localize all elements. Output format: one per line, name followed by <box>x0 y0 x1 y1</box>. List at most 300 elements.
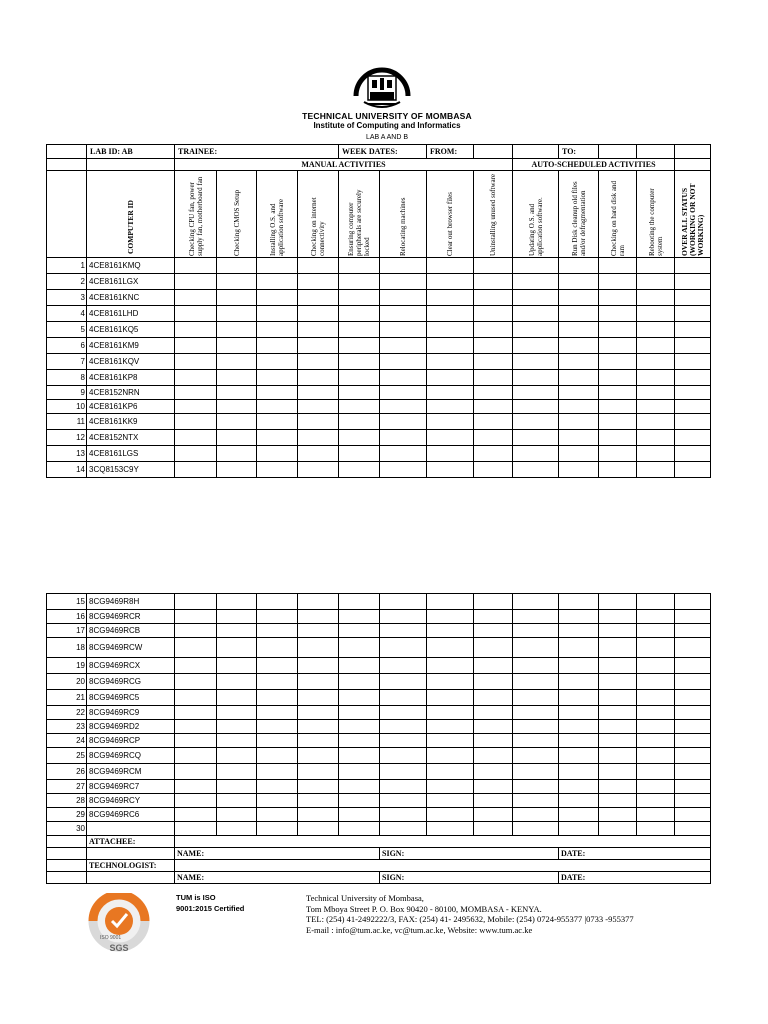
checklist-cell[interactable] <box>427 780 474 794</box>
checklist-cell[interactable] <box>298 748 339 764</box>
checklist-cell[interactable] <box>257 690 298 706</box>
checklist-cell[interactable] <box>427 638 474 658</box>
checklist-cell[interactable] <box>474 706 513 720</box>
checklist-cell[interactable] <box>427 764 474 780</box>
checklist-cell[interactable] <box>380 462 427 478</box>
checklist-cell[interactable] <box>298 414 339 430</box>
checklist-cell[interactable] <box>513 808 559 822</box>
checklist-cell[interactable] <box>474 400 513 414</box>
checklist-cell[interactable] <box>175 386 217 400</box>
checklist-cell[interactable] <box>217 748 257 764</box>
checklist-cell[interactable] <box>175 624 217 638</box>
checklist-cell[interactable] <box>217 624 257 638</box>
checklist-cell[interactable] <box>427 794 474 808</box>
checklist-cell[interactable] <box>339 386 380 400</box>
checklist-cell[interactable] <box>474 748 513 764</box>
checklist-cell[interactable] <box>599 258 637 274</box>
checklist-cell[interactable] <box>298 808 339 822</box>
checklist-cell[interactable] <box>217 430 257 446</box>
checklist-cell[interactable] <box>637 386 675 400</box>
checklist-cell[interactable] <box>175 658 217 674</box>
checklist-cell[interactable] <box>599 430 637 446</box>
checklist-cell[interactable] <box>175 610 217 624</box>
checklist-cell[interactable] <box>513 594 559 610</box>
checklist-cell[interactable] <box>599 354 637 370</box>
checklist-cell[interactable] <box>513 610 559 624</box>
checklist-cell[interactable] <box>559 720 599 734</box>
checklist-cell[interactable] <box>599 414 637 430</box>
checklist-cell[interactable] <box>427 624 474 638</box>
checklist-cell[interactable] <box>339 462 380 478</box>
checklist-cell[interactable] <box>298 274 339 290</box>
checklist-cell[interactable] <box>559 306 599 322</box>
checklist-cell[interactable] <box>474 258 513 274</box>
checklist-cell[interactable] <box>298 734 339 748</box>
checklist-cell[interactable] <box>559 354 599 370</box>
checklist-cell[interactable] <box>380 624 427 638</box>
checklist-cell[interactable] <box>339 258 380 274</box>
checklist-cell[interactable] <box>339 338 380 354</box>
checklist-cell[interactable] <box>339 780 380 794</box>
checklist-cell[interactable] <box>599 306 637 322</box>
checklist-cell[interactable] <box>513 258 559 274</box>
checklist-cell[interactable] <box>474 370 513 386</box>
checklist-cell[interactable] <box>217 322 257 338</box>
checklist-cell[interactable] <box>217 400 257 414</box>
checklist-cell[interactable] <box>380 594 427 610</box>
checklist-cell[interactable] <box>380 690 427 706</box>
checklist-cell[interactable] <box>257 258 298 274</box>
checklist-cell[interactable] <box>559 748 599 764</box>
checklist-cell[interactable] <box>427 720 474 734</box>
checklist-cell[interactable] <box>474 414 513 430</box>
checklist-cell[interactable] <box>427 306 474 322</box>
checklist-cell[interactable] <box>675 780 711 794</box>
checklist-cell[interactable] <box>599 748 637 764</box>
checklist-cell[interactable] <box>474 764 513 780</box>
checklist-cell[interactable] <box>298 594 339 610</box>
checklist-cell[interactable] <box>217 808 257 822</box>
checklist-cell[interactable] <box>339 446 380 462</box>
checklist-cell[interactable] <box>298 370 339 386</box>
checklist-cell[interactable] <box>599 690 637 706</box>
checklist-cell[interactable] <box>637 322 675 338</box>
checklist-cell[interactable] <box>675 822 711 836</box>
checklist-cell[interactable] <box>675 690 711 706</box>
checklist-cell[interactable] <box>257 274 298 290</box>
checklist-cell[interactable] <box>637 258 675 274</box>
checklist-cell[interactable] <box>298 706 339 720</box>
checklist-cell[interactable] <box>474 720 513 734</box>
checklist-cell[interactable] <box>637 446 675 462</box>
to-value[interactable] <box>599 145 637 159</box>
checklist-cell[interactable] <box>339 322 380 338</box>
checklist-cell[interactable] <box>175 674 217 690</box>
checklist-cell[interactable] <box>257 748 298 764</box>
checklist-cell[interactable] <box>175 338 217 354</box>
checklist-cell[interactable] <box>637 274 675 290</box>
checklist-cell[interactable] <box>339 706 380 720</box>
checklist-cell[interactable] <box>427 354 474 370</box>
checklist-cell[interactable] <box>217 690 257 706</box>
checklist-cell[interactable] <box>217 274 257 290</box>
checklist-cell[interactable] <box>217 658 257 674</box>
checklist-cell[interactable] <box>427 658 474 674</box>
checklist-cell[interactable] <box>675 794 711 808</box>
checklist-cell[interactable] <box>513 386 559 400</box>
checklist-cell[interactable] <box>675 748 711 764</box>
checklist-cell[interactable] <box>474 462 513 478</box>
checklist-cell[interactable] <box>559 624 599 638</box>
checklist-cell[interactable] <box>257 430 298 446</box>
checklist-cell[interactable] <box>637 306 675 322</box>
checklist-cell[interactable] <box>175 822 217 836</box>
checklist-cell[interactable] <box>474 624 513 638</box>
checklist-cell[interactable] <box>474 354 513 370</box>
checklist-cell[interactable] <box>513 414 559 430</box>
checklist-cell[interactable] <box>217 638 257 658</box>
checklist-cell[interactable] <box>559 414 599 430</box>
checklist-cell[interactable] <box>599 720 637 734</box>
checklist-cell[interactable] <box>257 290 298 306</box>
checklist-cell[interactable] <box>599 462 637 478</box>
checklist-cell[interactable] <box>675 594 711 610</box>
checklist-cell[interactable] <box>513 306 559 322</box>
checklist-cell[interactable] <box>637 290 675 306</box>
checklist-cell[interactable] <box>675 400 711 414</box>
checklist-cell[interactable] <box>257 764 298 780</box>
checklist-cell[interactable] <box>637 690 675 706</box>
checklist-cell[interactable] <box>599 446 637 462</box>
checklist-cell[interactable] <box>427 446 474 462</box>
checklist-cell[interactable] <box>380 658 427 674</box>
checklist-cell[interactable] <box>380 430 427 446</box>
checklist-cell[interactable] <box>175 462 217 478</box>
checklist-cell[interactable] <box>637 370 675 386</box>
checklist-cell[interactable] <box>474 338 513 354</box>
checklist-cell[interactable] <box>380 610 427 624</box>
checklist-cell[interactable] <box>513 734 559 748</box>
checklist-cell[interactable] <box>175 794 217 808</box>
checklist-cell[interactable] <box>380 748 427 764</box>
checklist-cell[interactable] <box>427 400 474 414</box>
checklist-cell[interactable] <box>637 720 675 734</box>
checklist-cell[interactable] <box>380 414 427 430</box>
checklist-cell[interactable] <box>599 674 637 690</box>
checklist-cell[interactable] <box>559 690 599 706</box>
checklist-cell[interactable] <box>298 338 339 354</box>
checklist-cell[interactable] <box>599 706 637 720</box>
checklist-cell[interactable] <box>380 446 427 462</box>
checklist-cell[interactable] <box>559 338 599 354</box>
checklist-cell[interactable] <box>257 414 298 430</box>
checklist-cell[interactable] <box>380 674 427 690</box>
checklist-cell[interactable] <box>559 290 599 306</box>
checklist-cell[interactable] <box>175 322 217 338</box>
checklist-cell[interactable] <box>298 794 339 808</box>
checklist-cell[interactable] <box>427 674 474 690</box>
checklist-cell[interactable] <box>637 822 675 836</box>
checklist-cell[interactable] <box>257 400 298 414</box>
checklist-cell[interactable] <box>474 386 513 400</box>
checklist-cell[interactable] <box>175 306 217 322</box>
checklist-cell[interactable] <box>175 370 217 386</box>
checklist-cell[interactable] <box>559 658 599 674</box>
checklist-cell[interactable] <box>217 462 257 478</box>
checklist-cell[interactable] <box>474 638 513 658</box>
checklist-cell[interactable] <box>257 734 298 748</box>
checklist-cell[interactable] <box>427 386 474 400</box>
checklist-cell[interactable] <box>559 822 599 836</box>
checklist-cell[interactable] <box>559 706 599 720</box>
checklist-cell[interactable] <box>675 624 711 638</box>
checklist-cell[interactable] <box>675 462 711 478</box>
checklist-cell[interactable] <box>599 290 637 306</box>
checklist-cell[interactable] <box>380 822 427 836</box>
checklist-cell[interactable] <box>599 780 637 794</box>
checklist-cell[interactable] <box>474 734 513 748</box>
checklist-cell[interactable] <box>559 734 599 748</box>
checklist-cell[interactable] <box>513 764 559 780</box>
checklist-cell[interactable] <box>675 258 711 274</box>
checklist-cell[interactable] <box>513 274 559 290</box>
checklist-cell[interactable] <box>427 610 474 624</box>
checklist-cell[interactable] <box>339 610 380 624</box>
checklist-cell[interactable] <box>427 370 474 386</box>
checklist-cell[interactable] <box>474 446 513 462</box>
checklist-cell[interactable] <box>513 322 559 338</box>
checklist-cell[interactable] <box>599 386 637 400</box>
checklist-cell[interactable] <box>637 674 675 690</box>
checklist-cell[interactable] <box>513 690 559 706</box>
checklist-cell[interactable] <box>675 658 711 674</box>
checklist-cell[interactable] <box>637 594 675 610</box>
checklist-cell[interactable] <box>427 808 474 822</box>
checklist-cell[interactable] <box>559 386 599 400</box>
checklist-cell[interactable] <box>380 290 427 306</box>
checklist-cell[interactable] <box>380 706 427 720</box>
checklist-cell[interactable] <box>380 780 427 794</box>
checklist-cell[interactable] <box>637 338 675 354</box>
checklist-cell[interactable] <box>175 414 217 430</box>
technologist-value[interactable] <box>175 860 711 872</box>
checklist-cell[interactable] <box>599 764 637 780</box>
checklist-cell[interactable] <box>559 794 599 808</box>
checklist-cell[interactable] <box>559 780 599 794</box>
checklist-cell[interactable] <box>675 720 711 734</box>
checklist-cell[interactable] <box>298 720 339 734</box>
checklist-cell[interactable] <box>559 764 599 780</box>
attachee-value[interactable] <box>175 836 711 848</box>
checklist-cell[interactable] <box>298 624 339 638</box>
checklist-cell[interactable] <box>474 274 513 290</box>
checklist-cell[interactable] <box>339 794 380 808</box>
checklist-cell[interactable] <box>217 386 257 400</box>
checklist-cell[interactable] <box>675 306 711 322</box>
checklist-cell[interactable] <box>474 290 513 306</box>
checklist-cell[interactable] <box>217 822 257 836</box>
checklist-cell[interactable] <box>257 354 298 370</box>
checklist-cell[interactable] <box>175 720 217 734</box>
checklist-cell[interactable] <box>175 354 217 370</box>
checklist-cell[interactable] <box>298 400 339 414</box>
checklist-cell[interactable] <box>474 674 513 690</box>
checklist-cell[interactable] <box>380 794 427 808</box>
checklist-cell[interactable] <box>175 274 217 290</box>
checklist-cell[interactable] <box>559 462 599 478</box>
checklist-cell[interactable] <box>298 430 339 446</box>
checklist-cell[interactable] <box>217 706 257 720</box>
checklist-cell[interactable] <box>427 462 474 478</box>
checklist-cell[interactable] <box>637 658 675 674</box>
checklist-cell[interactable] <box>298 638 339 658</box>
checklist-cell[interactable] <box>257 306 298 322</box>
checklist-cell[interactable] <box>217 338 257 354</box>
checklist-cell[interactable] <box>257 808 298 822</box>
checklist-cell[interactable] <box>637 400 675 414</box>
checklist-cell[interactable] <box>599 274 637 290</box>
checklist-cell[interactable] <box>513 720 559 734</box>
checklist-cell[interactable] <box>513 624 559 638</box>
checklist-cell[interactable] <box>339 748 380 764</box>
checklist-cell[interactable] <box>217 370 257 386</box>
checklist-cell[interactable] <box>257 594 298 610</box>
checklist-cell[interactable] <box>513 748 559 764</box>
checklist-cell[interactable] <box>217 780 257 794</box>
checklist-cell[interactable] <box>637 610 675 624</box>
checklist-cell[interactable] <box>217 610 257 624</box>
checklist-cell[interactable] <box>675 370 711 386</box>
checklist-cell[interactable] <box>217 414 257 430</box>
checklist-cell[interactable] <box>427 414 474 430</box>
checklist-cell[interactable] <box>675 414 711 430</box>
checklist-cell[interactable] <box>599 610 637 624</box>
checklist-cell[interactable] <box>257 462 298 478</box>
checklist-cell[interactable] <box>298 306 339 322</box>
checklist-cell[interactable] <box>474 322 513 338</box>
checklist-cell[interactable] <box>298 690 339 706</box>
checklist-cell[interactable] <box>637 354 675 370</box>
checklist-cell[interactable] <box>339 306 380 322</box>
checklist-cell[interactable] <box>599 322 637 338</box>
checklist-cell[interactable] <box>675 430 711 446</box>
checklist-cell[interactable] <box>257 720 298 734</box>
checklist-cell[interactable] <box>513 822 559 836</box>
checklist-cell[interactable] <box>637 748 675 764</box>
checklist-cell[interactable] <box>559 430 599 446</box>
checklist-cell[interactable] <box>257 706 298 720</box>
checklist-cell[interactable] <box>637 638 675 658</box>
checklist-cell[interactable] <box>474 780 513 794</box>
checklist-cell[interactable] <box>339 720 380 734</box>
checklist-cell[interactable] <box>217 794 257 808</box>
checklist-cell[interactable] <box>380 734 427 748</box>
checklist-cell[interactable] <box>380 274 427 290</box>
checklist-cell[interactable] <box>474 306 513 322</box>
checklist-cell[interactable] <box>599 624 637 638</box>
checklist-cell[interactable] <box>217 446 257 462</box>
checklist-cell[interactable] <box>298 386 339 400</box>
checklist-cell[interactable] <box>175 764 217 780</box>
checklist-cell[interactable] <box>559 446 599 462</box>
checklist-cell[interactable] <box>339 734 380 748</box>
checklist-cell[interactable] <box>380 370 427 386</box>
checklist-cell[interactable] <box>339 658 380 674</box>
checklist-cell[interactable] <box>339 354 380 370</box>
checklist-cell[interactable] <box>298 780 339 794</box>
checklist-cell[interactable] <box>175 706 217 720</box>
checklist-cell[interactable] <box>380 338 427 354</box>
checklist-cell[interactable] <box>298 258 339 274</box>
checklist-cell[interactable] <box>380 306 427 322</box>
checklist-cell[interactable] <box>599 734 637 748</box>
checklist-cell[interactable] <box>257 322 298 338</box>
checklist-cell[interactable] <box>380 354 427 370</box>
checklist-cell[interactable] <box>380 808 427 822</box>
checklist-cell[interactable] <box>257 610 298 624</box>
checklist-cell[interactable] <box>175 258 217 274</box>
checklist-cell[interactable] <box>217 764 257 780</box>
checklist-cell[interactable] <box>175 780 217 794</box>
checklist-cell[interactable] <box>217 306 257 322</box>
checklist-cell[interactable] <box>599 658 637 674</box>
checklist-cell[interactable] <box>559 610 599 624</box>
checklist-cell[interactable] <box>474 822 513 836</box>
checklist-cell[interactable] <box>559 674 599 690</box>
checklist-cell[interactable] <box>298 322 339 338</box>
checklist-cell[interactable] <box>427 338 474 354</box>
checklist-cell[interactable] <box>513 674 559 690</box>
checklist-cell[interactable] <box>257 446 298 462</box>
checklist-cell[interactable] <box>217 674 257 690</box>
checklist-cell[interactable] <box>257 624 298 638</box>
checklist-cell[interactable] <box>339 638 380 658</box>
checklist-cell[interactable] <box>474 658 513 674</box>
checklist-cell[interactable] <box>637 430 675 446</box>
checklist-cell[interactable] <box>257 674 298 690</box>
checklist-cell[interactable] <box>298 354 339 370</box>
checklist-cell[interactable] <box>474 808 513 822</box>
checklist-cell[interactable] <box>513 462 559 478</box>
checklist-cell[interactable] <box>380 720 427 734</box>
checklist-cell[interactable] <box>298 462 339 478</box>
checklist-cell[interactable] <box>559 638 599 658</box>
checklist-cell[interactable] <box>675 706 711 720</box>
checklist-cell[interactable] <box>217 734 257 748</box>
checklist-cell[interactable] <box>380 258 427 274</box>
checklist-cell[interactable] <box>257 638 298 658</box>
from-value[interactable] <box>474 145 513 159</box>
checklist-cell[interactable] <box>675 354 711 370</box>
checklist-cell[interactable] <box>175 638 217 658</box>
checklist-cell[interactable] <box>175 734 217 748</box>
checklist-cell[interactable] <box>175 290 217 306</box>
checklist-cell[interactable] <box>675 386 711 400</box>
checklist-cell[interactable] <box>675 274 711 290</box>
checklist-cell[interactable] <box>427 706 474 720</box>
checklist-cell[interactable] <box>474 690 513 706</box>
checklist-cell[interactable] <box>513 638 559 658</box>
checklist-cell[interactable] <box>298 822 339 836</box>
checklist-cell[interactable] <box>380 400 427 414</box>
checklist-cell[interactable] <box>339 370 380 386</box>
checklist-cell[interactable] <box>427 274 474 290</box>
checklist-cell[interactable] <box>513 794 559 808</box>
checklist-cell[interactable] <box>298 446 339 462</box>
checklist-cell[interactable] <box>675 446 711 462</box>
checklist-cell[interactable] <box>427 748 474 764</box>
checklist-cell[interactable] <box>675 764 711 780</box>
